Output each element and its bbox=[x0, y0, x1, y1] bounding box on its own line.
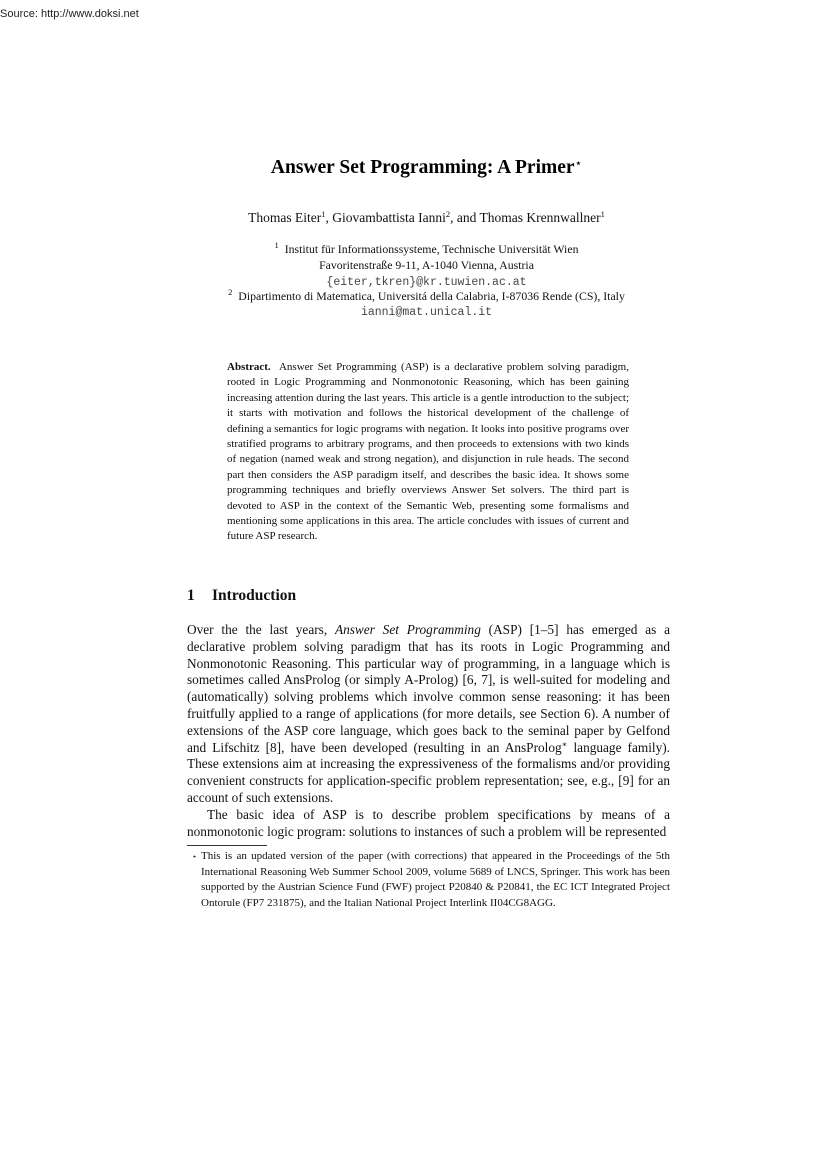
email-text: ianni@mat.unical.it bbox=[360, 306, 493, 319]
section-number: 1 bbox=[187, 587, 195, 604]
source-url: Source: http://www.doksi.net bbox=[0, 8, 139, 20]
affiliation-1-line-2: Favoritenstraße 9-11, A-1040 Vienna, Austria bbox=[319, 258, 534, 272]
affiliation-text: Institut für Informationssysteme, Technische Universität Wien bbox=[284, 242, 579, 256]
section-heading bbox=[187, 587, 296, 605]
author-separator: , and bbox=[450, 210, 480, 225]
paragraph-2: The basic idea of ASP is to describe problem specifications by means of a nonmonotonic logic program: solutions to instances of such a problem will be represented bbox=[187, 806, 670, 839]
abstract-label: Abstract. bbox=[227, 361, 271, 373]
footnote-text: This is an updated version of the paper (with corrections) that appeared in the Proceedings of the 5th International Reasoning Web Summer School 2009, volume 5689 of LNCS, Springer. This work has been supported by the Austrian Science Fund (FWF) project P20840 & P20841, the EC ICT Integrated Project Ontorule (FP7 231875), and the Italian National Project Interlink II04CG8AGG. bbox=[201, 850, 670, 909]
author-name: Thomas Krennwallner bbox=[479, 210, 601, 225]
author-separator: , bbox=[325, 210, 333, 225]
footnote-rule bbox=[187, 845, 267, 846]
footnote bbox=[188, 849, 670, 911]
abstract bbox=[227, 360, 629, 545]
affiliation-number: 2 bbox=[228, 287, 233, 297]
author-affiliation-mark: 1 bbox=[321, 209, 326, 219]
paragraph-text: Over the the last years, bbox=[187, 622, 335, 637]
affiliation-2-line-1 bbox=[150, 288, 703, 304]
author-list bbox=[0, 210, 827, 226]
section-title: Introduction bbox=[212, 587, 297, 604]
emphasized-term: Answer Set Programming bbox=[334, 622, 481, 637]
email-text: {eiter,tkren}@kr.tuwien.ac.at bbox=[326, 276, 527, 289]
title-footnote-mark: ⋆ bbox=[574, 156, 583, 170]
author-affiliation-mark: 1 bbox=[600, 209, 605, 219]
paper-title bbox=[0, 157, 827, 179]
superscript: ∗ bbox=[561, 738, 568, 749]
body-text bbox=[187, 622, 670, 840]
abstract-text: Answer Set Programming (ASP) is a declarative problem solving paradigm, rooted in Logic Programming and Nonmonotonic Reasoning, which has been gaining increasing attention during the last years. This article is a gentle introduction to the subject; it starts with motivation and follows the historical development of the challenge of defining a semantics for logic programs with negation. It looks into positive programs over stratified programs to arbitrary programs, and then proceeds to extensions with two kinds of negation (named weak and strong negation), and disjunction in rule heads. The second part then considers the ASP paradigm itself, and describes the basic idea. It shows some programming techniques and briefly overviews Answer Set solvers. The third part is devoted to ASP in the context of the Semantic Web, presenting some formalisms and mentioning some applications in this area. The article concludes with issues of current and future ASP research. bbox=[227, 361, 629, 543]
author-affiliation-mark: 2 bbox=[445, 209, 451, 219]
author-name: Giovambattista Ianni bbox=[332, 210, 446, 225]
footnote-mark: ⋆ bbox=[192, 852, 198, 861]
affiliation-text: Dipartimento di Matematica, Universitá della Calabria, I-87036 Rende (CS), Italy bbox=[238, 289, 625, 303]
affiliation-2-email bbox=[200, 303, 653, 321]
affiliation-1-line-1 bbox=[200, 241, 653, 257]
paragraph-text: language family). These extensions aim at increasing the expressiveness of the formalisms and/or providing convenient constructs for application-specific problem representation; see, e.g., [9] for an account of such extensions. bbox=[187, 739, 670, 805]
affiliation-number: 1 bbox=[274, 240, 279, 250]
paragraph-text: (ASP) [1–5] has emerged as a declarative problem solving paradigm that has its roots in Logic Programming and Nonmonotonic Reasoning. This particular way of programming, in a language which is sometimes called AnsProlog (or simply A-Prolog) [6, 7], is well-suited for modeling and (automatically) solving problems which involve common sense reasoning: it has been fruitfully applied to a range of applications (for more details, see Section 6). A number of extensions of the ASP core language, which goes back to the seminal paper by Gelfond and Lifschitz [8], have been developed (resulting in an AnsProlog bbox=[187, 622, 670, 755]
paragraph-1 bbox=[187, 622, 670, 807]
author-name: Thomas Eiter bbox=[248, 210, 322, 225]
title-text: Answer Set Programming: A Primer bbox=[270, 157, 575, 178]
